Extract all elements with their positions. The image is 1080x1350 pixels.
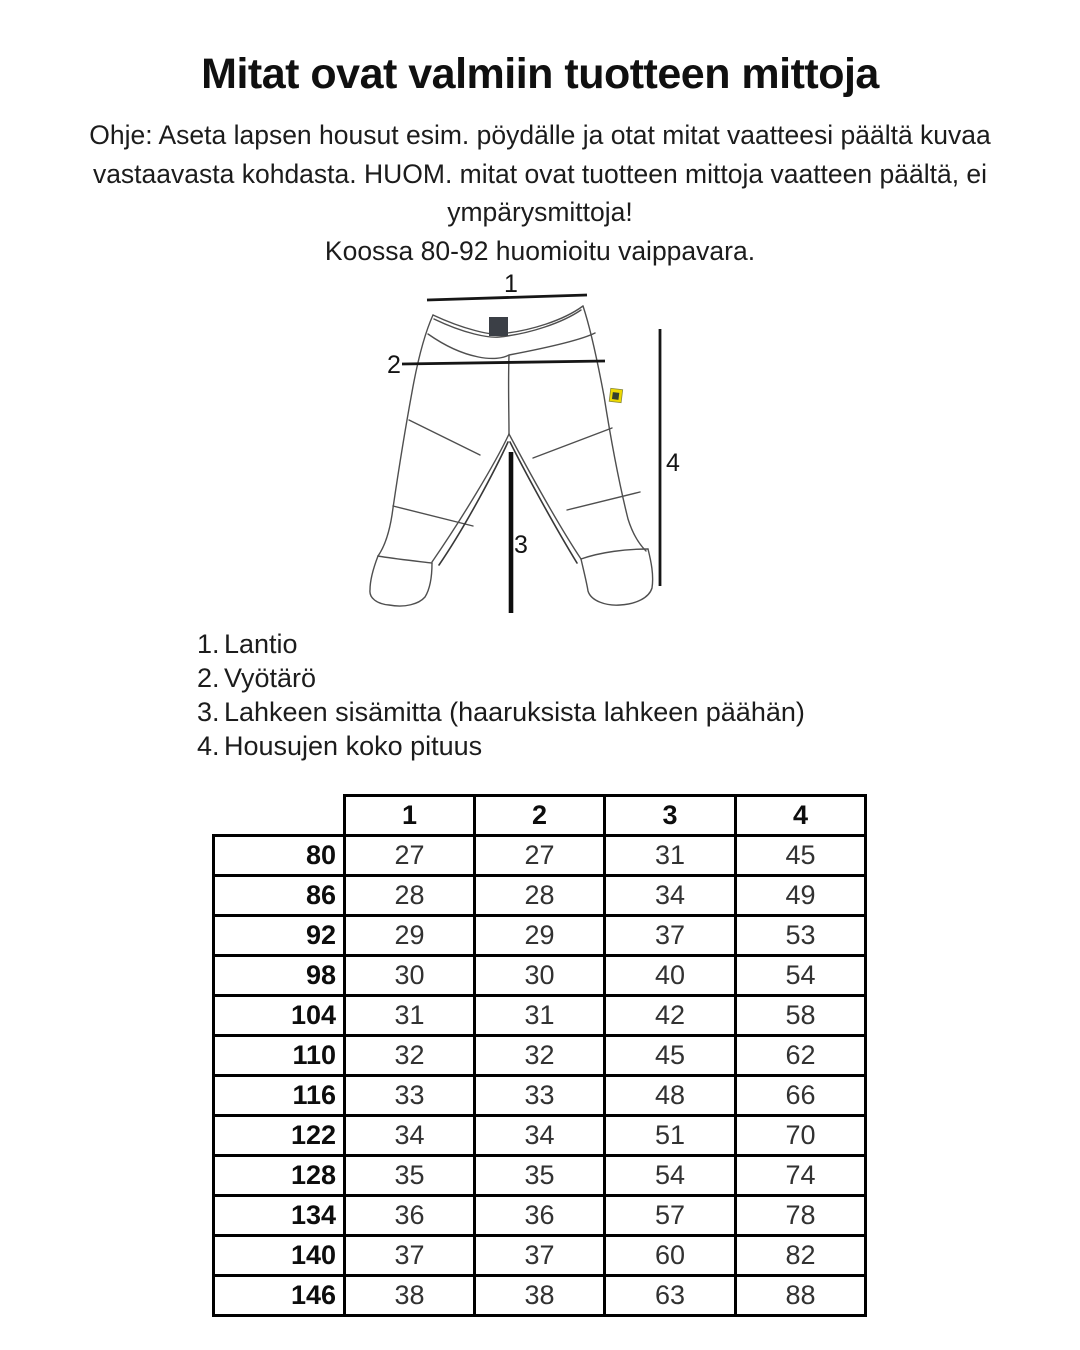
size-value: 40	[605, 956, 736, 996]
measure-label-1: 1	[504, 272, 518, 298]
col-header: 3	[605, 796, 736, 836]
row-size-label: 140	[214, 1236, 345, 1276]
table-row	[214, 1156, 866, 1196]
table-row	[214, 956, 866, 996]
size-value: 37	[605, 916, 736, 956]
col-header: 1	[345, 796, 475, 836]
size-value: 28	[475, 876, 605, 916]
col-header: 4	[736, 796, 866, 836]
table-header-row	[214, 796, 866, 836]
measure-label-4: 4	[666, 449, 680, 477]
legend-number: 3.	[197, 697, 220, 727]
size-value: 28	[345, 876, 475, 916]
size-value: 74	[736, 1156, 866, 1196]
row-size-label: 80	[214, 836, 345, 876]
size-value: 37	[345, 1236, 475, 1276]
size-table	[212, 794, 867, 1317]
size-value: 45	[736, 836, 866, 876]
size-value: 63	[605, 1276, 736, 1316]
size-value: 27	[475, 836, 605, 876]
size-value: 53	[736, 916, 866, 956]
size-value: 34	[345, 1116, 475, 1156]
size-value: 54	[605, 1156, 736, 1196]
size-value: 88	[736, 1276, 866, 1316]
size-value: 51	[605, 1116, 736, 1156]
legend-item	[197, 663, 805, 697]
row-size-label: 110	[214, 1036, 345, 1076]
legend-text: Housujen koko pituus	[224, 731, 483, 761]
table-row	[214, 1276, 866, 1316]
measure-line-2	[402, 361, 605, 364]
size-value: 49	[736, 876, 866, 916]
legend-item	[197, 731, 805, 765]
size-value: 48	[605, 1076, 736, 1116]
row-size-label: 92	[214, 916, 345, 956]
waistband-tag	[489, 317, 508, 336]
size-value: 35	[345, 1156, 475, 1196]
table-row	[214, 1236, 866, 1276]
size-value: 30	[475, 956, 605, 996]
row-size-label: 122	[214, 1116, 345, 1156]
table-row	[214, 1036, 866, 1076]
size-value: 29	[345, 916, 475, 956]
crotch-seam-lines	[439, 442, 577, 565]
size-value: 82	[736, 1236, 866, 1276]
size-value: 32	[475, 1036, 605, 1076]
size-value: 54	[736, 956, 866, 996]
row-size-label: 98	[214, 956, 345, 996]
legend-text: Lahkeen sisämitta (haaruksista lahkeen päähän)	[224, 697, 805, 727]
pants-diagram	[365, 272, 690, 622]
legend-text: Lantio	[224, 629, 298, 659]
size-value: 78	[736, 1196, 866, 1236]
legend-number: 1.	[197, 629, 220, 659]
size-value: 38	[475, 1276, 605, 1316]
row-size-label: 146	[214, 1276, 345, 1316]
size-value: 30	[345, 956, 475, 996]
size-value: 33	[345, 1076, 475, 1116]
legend-item	[197, 629, 805, 663]
size-value: 58	[736, 996, 866, 1036]
size-value: 29	[475, 916, 605, 956]
size-value: 34	[605, 876, 736, 916]
legend-number: 4.	[197, 731, 220, 761]
measure-label-2: 2	[387, 351, 401, 379]
table-row	[214, 1116, 866, 1156]
size-value: 31	[605, 836, 736, 876]
legend-number: 2.	[197, 663, 220, 693]
size-value: 31	[475, 996, 605, 1036]
col-header: 2	[475, 796, 605, 836]
intro-block	[34, 116, 1046, 270]
row-size-label: 104	[214, 996, 345, 1036]
size-value: 32	[345, 1036, 475, 1076]
page-title: Mitat ovat valmiin tuotteen mittoja	[201, 50, 879, 98]
row-size-label: 116	[214, 1076, 345, 1116]
size-value: 38	[345, 1276, 475, 1316]
size-value: 60	[605, 1236, 736, 1276]
table-row	[214, 996, 866, 1036]
size-value: 33	[475, 1076, 605, 1116]
legend-item	[197, 697, 805, 731]
size-value: 31	[345, 996, 475, 1036]
table-row	[214, 1076, 866, 1116]
size-value: 42	[605, 996, 736, 1036]
legend-text: Vyötärö	[224, 663, 317, 693]
table-row	[214, 836, 866, 876]
row-size-label: 128	[214, 1156, 345, 1196]
row-size-label: 134	[214, 1196, 345, 1236]
size-value: 45	[605, 1036, 736, 1076]
blank-corner-cell	[214, 796, 345, 836]
size-value: 27	[345, 836, 475, 876]
size-value: 37	[475, 1236, 605, 1276]
table-row	[214, 876, 866, 916]
measurement-legend	[197, 629, 805, 765]
table-row	[214, 1196, 866, 1236]
size-value: 36	[475, 1196, 605, 1236]
instructions-text: Ohje: Aseta lapsen housut esim. pöydälle ja otat mitat vaatteesi päältä kuvaa vastaavasta kohdasta. HUOM. mitat ovat tuotteen mittoja vaatteen päältä, ei ympärysmittoja!	[89, 120, 991, 227]
size-value: 35	[475, 1156, 605, 1196]
size-value: 66	[736, 1076, 866, 1116]
size-value: 34	[475, 1116, 605, 1156]
size-value: 57	[605, 1196, 736, 1236]
table-row	[214, 916, 866, 956]
measure-label-3: 3	[514, 531, 528, 559]
side-tag	[609, 388, 622, 402]
size-value: 36	[345, 1196, 475, 1236]
pants-diagram-svg	[365, 272, 690, 622]
row-size-label: 86	[214, 876, 345, 916]
size-value: 70	[736, 1116, 866, 1156]
diaper-note: Koossa 80-92 huomioitu vaippavara.	[324, 235, 756, 266]
size-value: 62	[736, 1036, 866, 1076]
